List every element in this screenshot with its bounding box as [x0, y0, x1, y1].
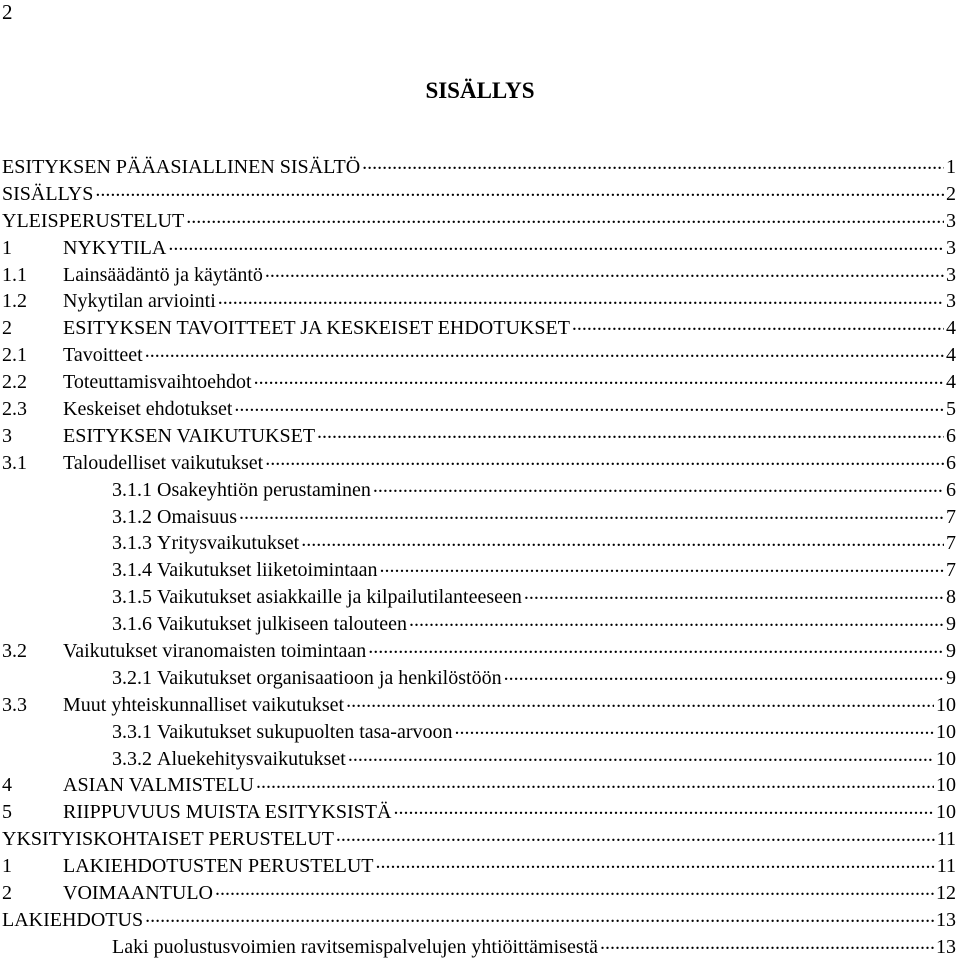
toc-entry[interactable] — [2, 476, 956, 503]
toc-entry[interactable] — [2, 503, 956, 530]
toc-entry[interactable] — [2, 368, 956, 395]
toc-entry-page: 13 — [936, 935, 956, 958]
toc-dot-leader — [362, 153, 944, 173]
toc-entry-page: 6 — [946, 451, 956, 474]
toc-entry-title: ESITYKSEN TAVOITTEET JA KESKEISET EHDOTUKSET — [63, 317, 570, 340]
toc-entry-title: LAKIEHDOTUS — [2, 908, 144, 931]
toc-entry-title: Taloudelliset vaikutukset — [63, 451, 264, 474]
toc-entry-title: Osakeyhtiön perustaminen — [157, 478, 371, 501]
toc-entry[interactable] — [2, 933, 956, 960]
toc-dot-leader — [256, 771, 934, 791]
toc-entry[interactable] — [2, 906, 956, 933]
toc-entry[interactable] — [2, 234, 956, 261]
toc-entry-page: 11 — [936, 828, 956, 851]
toc-entry-number: 4 — [2, 774, 12, 797]
toc-entry-page: 3 — [946, 209, 956, 232]
toc-entry-page: 10 — [936, 720, 956, 743]
toc-entry-page: 10 — [936, 747, 956, 770]
toc-entry-title: Omaisuus — [157, 505, 237, 528]
page-number: 2 — [2, 0, 13, 24]
toc-entry-page: 7 — [946, 559, 956, 582]
toc-dot-leader — [348, 745, 934, 765]
toc-dot-leader — [572, 314, 944, 334]
toc-entry-number: 2.3 — [2, 398, 27, 421]
toc-entry-page: 6 — [946, 478, 956, 501]
toc-entry[interactable] — [2, 691, 956, 718]
toc-dot-leader — [265, 449, 944, 469]
toc-entry-number: 2.2 — [2, 371, 27, 394]
toc-dot-leader — [218, 287, 944, 307]
toc-dot-leader — [95, 180, 944, 200]
toc-entry-page: 10 — [936, 693, 956, 716]
toc-entry[interactable] — [2, 879, 956, 906]
toc-entry-number: 3.1.6 — [112, 613, 152, 636]
toc-entry-page: 13 — [936, 908, 956, 931]
page-title: SISÄLLYS — [425, 78, 535, 103]
toc-entry-title: Vaikutukset viranomaisten toimintaan — [63, 640, 367, 663]
toc-entry-page: 10 — [936, 774, 956, 797]
toc-entry-page: 8 — [946, 586, 956, 609]
toc-entry-number: 3.1.5 — [112, 586, 152, 609]
toc-entry-page: 5 — [946, 398, 956, 421]
toc-entry[interactable] — [2, 287, 956, 314]
toc-entry-title: Toteuttamisvaihtoehdot — [63, 371, 252, 394]
toc-dot-leader — [380, 556, 944, 576]
toc-entry[interactable] — [2, 718, 956, 745]
toc-entry-page: 4 — [946, 344, 956, 367]
toc-entry[interactable] — [2, 825, 956, 852]
toc-dot-leader — [504, 664, 944, 684]
toc-entry-title: Keskeiset ehdotukset — [63, 398, 233, 421]
toc-dot-leader — [393, 798, 934, 818]
toc-entry[interactable] — [2, 610, 956, 637]
toc-entry-title: Vaikutukset liiketoimintaan — [157, 559, 378, 582]
toc-entry-number: 2 — [2, 317, 12, 340]
toc-entry[interactable] — [2, 583, 956, 610]
toc-entry-number: 3.1 — [2, 451, 27, 474]
toc-entry-number: 1 — [2, 855, 12, 878]
toc-entry-number: 3.3.1 — [112, 720, 152, 743]
toc-entry-title: Nykytilan arviointi — [63, 290, 216, 313]
toc-dot-leader — [265, 261, 944, 281]
toc-entry[interactable] — [2, 341, 956, 368]
toc-entry-title: NYKYTILA — [63, 236, 167, 259]
toc-entry-title: Vaikutukset asiakkaille ja kilpailutilanteeseen — [157, 586, 522, 609]
table-of-contents — [2, 153, 956, 960]
toc-entry[interactable] — [2, 852, 956, 879]
toc-entry-number: 3.2 — [2, 640, 27, 663]
toc-dot-leader — [168, 234, 944, 254]
toc-entry-number: 1 — [2, 236, 12, 259]
toc-entry[interactable] — [2, 556, 956, 583]
toc-entry[interactable] — [2, 529, 956, 556]
toc-entry-number: 3.1.4 — [112, 559, 152, 582]
toc-dot-leader — [239, 503, 944, 523]
toc-entry-number: 3.3 — [2, 693, 27, 716]
toc-entry-number: 1.1 — [2, 263, 27, 286]
toc-entry[interactable] — [2, 449, 956, 476]
toc-entry-number: 3.2.1 — [112, 666, 152, 689]
toc-entry-page: 11 — [936, 855, 956, 878]
toc-entry-page: 9 — [946, 666, 956, 689]
toc-dot-leader — [373, 476, 944, 496]
toc-entry-title: Vaikutukset julkiseen talouteen — [157, 613, 407, 636]
toc-dot-leader — [215, 879, 934, 899]
toc-dot-leader — [368, 637, 944, 657]
toc-entry-page: 4 — [946, 317, 956, 340]
toc-entry-title: YKSITYISKOHTAISET PERUSTELUT — [2, 828, 334, 851]
toc-entry-number: 5 — [2, 801, 12, 824]
toc-entry-page: 6 — [946, 424, 956, 447]
toc-entry-title: SISÄLLYS — [2, 182, 94, 205]
toc-entry-number: 2.1 — [2, 344, 27, 367]
toc-entry-title: Aluekehitysvaikutukset — [157, 747, 346, 770]
toc-entry-page: 7 — [946, 505, 956, 528]
toc-entry-number: 3.3.2 — [112, 747, 152, 770]
toc-entry-title: Vaikutukset sukupuolten tasa-arvoon — [157, 720, 453, 743]
toc-entry-title: ASIAN VALMISTELU — [63, 774, 254, 797]
toc-entry-number: 3.1.2 — [112, 505, 152, 528]
toc-dot-leader — [524, 583, 944, 603]
toc-entry-number: 1.2 — [2, 290, 27, 313]
toc-entry-title: YLEISPERUSTELUT — [2, 209, 185, 232]
toc-entry-title: Vaikutukset organisaatioon ja henkilöstöön — [157, 666, 502, 689]
toc-entry-title: Muut yhteiskunnalliset vaikutukset — [63, 693, 345, 716]
toc-entry-page: 1 — [946, 156, 956, 178]
toc-entry-page: 3 — [946, 263, 956, 286]
toc-entry[interactable] — [2, 395, 956, 422]
toc-entry-number: 3.1.1 — [112, 478, 152, 501]
toc-entry-page: 3 — [946, 236, 956, 259]
toc-dot-leader — [301, 529, 944, 549]
toc-dot-leader — [254, 368, 944, 388]
toc-dot-leader — [409, 610, 944, 630]
toc-entry-title: ESITYKSEN PÄÄASIALLINEN SISÄLTÖ — [2, 156, 361, 178]
toc-entry-page: 9 — [946, 640, 956, 663]
toc-dot-leader — [346, 691, 934, 711]
toc-entry[interactable] — [2, 261, 956, 288]
toc-entry-page: 7 — [946, 532, 956, 555]
toc-entry[interactable] — [2, 637, 956, 664]
toc-entry[interactable] — [2, 798, 956, 825]
toc-entry[interactable] — [2, 422, 956, 449]
toc-entry-title: Laki puolustusvoimien ravitsemispalvelujen yhtiöittämisestä — [112, 935, 599, 958]
toc-entry-page: 3 — [946, 290, 956, 313]
toc-entry-page: 12 — [936, 882, 956, 905]
toc-dot-leader — [234, 395, 944, 415]
toc-entry-page: 2 — [946, 182, 956, 205]
toc-entry-title: VOIMAANTULO — [63, 882, 213, 905]
toc-entry[interactable] — [2, 314, 956, 341]
toc-entry-page: 4 — [946, 371, 956, 394]
toc-entry[interactable] — [2, 664, 956, 691]
toc-dot-leader — [376, 852, 935, 872]
toc-entry[interactable] — [2, 180, 956, 207]
toc-dot-leader — [600, 933, 934, 953]
toc-entry-title: Tavoitteet — [63, 344, 143, 367]
toc-dot-leader — [336, 825, 935, 845]
toc-entry-title: LAKIEHDOTUSTEN PERUSTELUT — [63, 855, 374, 878]
toc-entry[interactable] — [2, 153, 956, 180]
toc-dot-leader — [145, 341, 944, 361]
toc-entry[interactable] — [2, 771, 956, 798]
toc-entry-number: 3.1.3 — [112, 532, 152, 555]
toc-entry-page: 10 — [936, 801, 956, 824]
toc-entry-title: ESITYKSEN VAIKUTUKSET — [63, 424, 316, 447]
toc-entry-title: Lainsäädäntö ja käytäntö — [63, 263, 263, 286]
toc-entry-page: 9 — [946, 613, 956, 636]
toc-dot-leader — [455, 718, 935, 738]
toc-dot-leader — [145, 906, 934, 926]
toc-entry[interactable] — [2, 745, 956, 772]
toc-entry-number: 3 — [2, 424, 12, 447]
toc-entry[interactable] — [2, 207, 956, 234]
toc-entry-title: Yritysvaikutukset — [157, 532, 300, 555]
toc-dot-leader — [317, 422, 944, 442]
toc-entry-title: RIIPPUVUUS MUISTA ESITYKSISTÄ — [63, 801, 392, 824]
toc-dot-leader — [186, 207, 944, 227]
toc-entry-number: 2 — [2, 882, 12, 905]
